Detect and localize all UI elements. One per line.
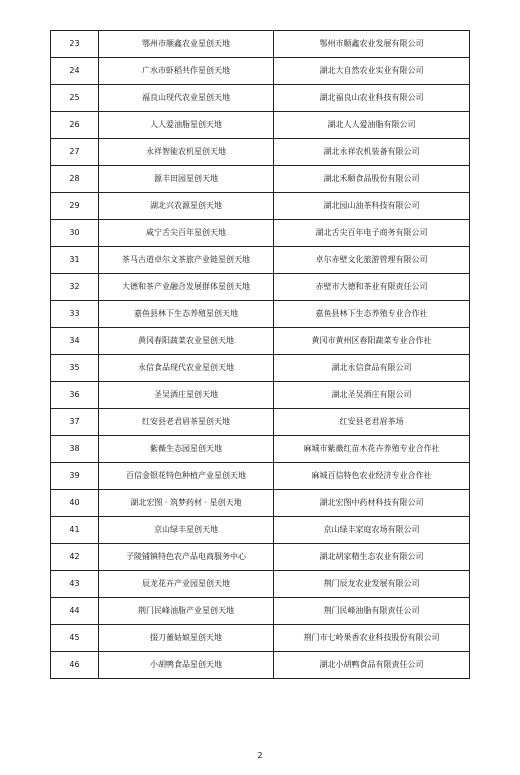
row-number-cell: 40 [51, 490, 99, 517]
organization-cell: 麻城百信特色农业经济专业合作社 [274, 463, 470, 490]
organization-cell: 黄冈市黄州区春阳蔬菜专业合作社 [274, 328, 470, 355]
row-number-cell: 28 [51, 166, 99, 193]
row-number-cell: 36 [51, 382, 99, 409]
table-row [51, 112, 470, 139]
organization-cell: 卓尔赤壁文化旅游管理有限公司 [274, 247, 470, 274]
organization-cell: 湖北永祥农机装备有限公司 [274, 139, 470, 166]
table-row [51, 490, 470, 517]
organization-cell: 嘉鱼县林下生态养殖专业合作社 [274, 301, 470, 328]
organization-cell: 湖北宏图中药材科技有限公司 [274, 490, 470, 517]
table-row [51, 301, 470, 328]
table-row [51, 436, 470, 463]
base-name-cell: 鄂州市顺鑫农业星创天地 [99, 31, 274, 58]
row-number-cell: 27 [51, 139, 99, 166]
organization-cell: 湖北永信食品有限公司 [274, 355, 470, 382]
row-number-cell: 26 [51, 112, 99, 139]
organization-cell: 湖北园山油茶科技有限公司 [274, 193, 470, 220]
table-row [51, 220, 470, 247]
row-number-cell: 32 [51, 274, 99, 301]
table-row [51, 409, 470, 436]
base-name-cell: 黄冈春阳蔬菜农业星创天地 [99, 328, 274, 355]
row-number-cell: 43 [51, 571, 99, 598]
row-number-cell: 45 [51, 625, 99, 652]
base-name-cell: 永祥智能农机星创天地 [99, 139, 274, 166]
table-row [51, 517, 470, 544]
table-row [51, 247, 470, 274]
organization-cell: 湖北圣吴酒庄有限公司 [274, 382, 470, 409]
organization-cell: 湖北人人爱油脂有限公司 [274, 112, 470, 139]
base-name-cell: 红安县老君眉茶星创天地 [99, 409, 274, 436]
base-name-cell: 荆门民峰油脂产业星创天地 [99, 598, 274, 625]
page-number: 2 [257, 751, 263, 760]
row-number-cell: 33 [51, 301, 99, 328]
base-name-cell: 嘉鱼县林下生态养殖星创天地 [99, 301, 274, 328]
base-name-cell: 小胡鸭食品星创天地 [99, 652, 274, 679]
organization-cell: 麻城市紫薇红苗木花卉养殖专业合作社 [274, 436, 470, 463]
base-name-cell: 永信食品现代农业星创天地 [99, 355, 274, 382]
table-row [51, 571, 470, 598]
table-row [51, 85, 470, 112]
row-number-cell: 24 [51, 58, 99, 85]
base-name-cell: 大德和茶产业融合发展群体星创天地 [99, 274, 274, 301]
row-number-cell: 42 [51, 544, 99, 571]
base-name-cell: 子陵铺镇特色农产品电商服务中心 [99, 544, 274, 571]
base-name-cell: 京山绿丰星创天地 [99, 517, 274, 544]
organization-cell: 鄂州市顺鑫农业发展有限公司 [274, 31, 470, 58]
base-name-cell: 人人爱油脂星创天地 [99, 112, 274, 139]
organization-cell: 京山绿丰家庭农场有限公司 [274, 517, 470, 544]
row-number-cell: 23 [51, 31, 99, 58]
table-row [51, 652, 470, 679]
table-row [51, 598, 470, 625]
organization-cell: 湖北福良山农业科技有限公司 [274, 85, 470, 112]
base-name-cell: 湖北宏图 · 筑梦药材 · 星创天地 [99, 490, 274, 517]
organization-cell: 荆门辰龙农业发展有限公司 [274, 571, 470, 598]
base-name-cell: 源丰田园星创天地 [99, 166, 274, 193]
row-number-cell: 31 [51, 247, 99, 274]
base-name-cell: 咸宁舌尖百年星创天地 [99, 220, 274, 247]
organization-cell: 红安县老君眉茶场 [274, 409, 470, 436]
organization-cell: 湖北大自然农业实业有限公司 [274, 58, 470, 85]
base-name-cell: 百信金银花特色种植产业星创天地 [99, 463, 274, 490]
row-number-cell: 35 [51, 355, 99, 382]
table-row [51, 625, 470, 652]
row-number-cell: 30 [51, 220, 99, 247]
organization-cell: 荆门市七岭果香农业科技股份有限公司 [274, 625, 470, 652]
organization-cell: 湖北小胡鸭食品有限责任公司 [274, 652, 470, 679]
row-number-cell: 46 [51, 652, 99, 679]
table-row [51, 193, 470, 220]
row-number-cell: 39 [51, 463, 99, 490]
row-number-cell: 29 [51, 193, 99, 220]
row-number-cell: 41 [51, 517, 99, 544]
table-row [51, 463, 470, 490]
table-row [51, 31, 470, 58]
table-row [51, 544, 470, 571]
organization-cell: 湖北禾顺食品股份有限公司 [274, 166, 470, 193]
table-row [51, 58, 470, 85]
row-number-cell: 44 [51, 598, 99, 625]
base-list-table [50, 30, 470, 679]
table-row [51, 355, 470, 382]
base-name-cell: 茶马古道卓尔文茶旅产业链星创天地 [99, 247, 274, 274]
base-name-cell: 掇刀董姑娘星创天地 [99, 625, 274, 652]
organization-cell: 湖北胡家精生态农业有限公司 [274, 544, 470, 571]
table-row [51, 274, 470, 301]
organization-cell: 赤壁市大德和茶业有限责任公司 [274, 274, 470, 301]
row-number-cell: 34 [51, 328, 99, 355]
table-body [51, 31, 470, 679]
table-row [51, 382, 470, 409]
base-name-cell: 广水市虾稻共作星创天地 [99, 58, 274, 85]
base-name-cell: 辰龙花卉产业园星创天地 [99, 571, 274, 598]
base-name-cell: 圣吴酒庄星创天地 [99, 382, 274, 409]
organization-cell: 荆门民峰油脂有限责任公司 [274, 598, 470, 625]
table-row [51, 328, 470, 355]
organization-cell: 湖北舌尖百年电子商务有限公司 [274, 220, 470, 247]
row-number-cell: 25 [51, 85, 99, 112]
row-number-cell: 37 [51, 409, 99, 436]
base-name-cell: 福良山现代农业星创天地 [99, 85, 274, 112]
base-name-cell: 紫薇生态园星创天地 [99, 436, 274, 463]
table-row [51, 139, 470, 166]
table-row [51, 166, 470, 193]
base-name-cell: 湖北兴农源星创天地 [99, 193, 274, 220]
row-number-cell: 38 [51, 436, 99, 463]
